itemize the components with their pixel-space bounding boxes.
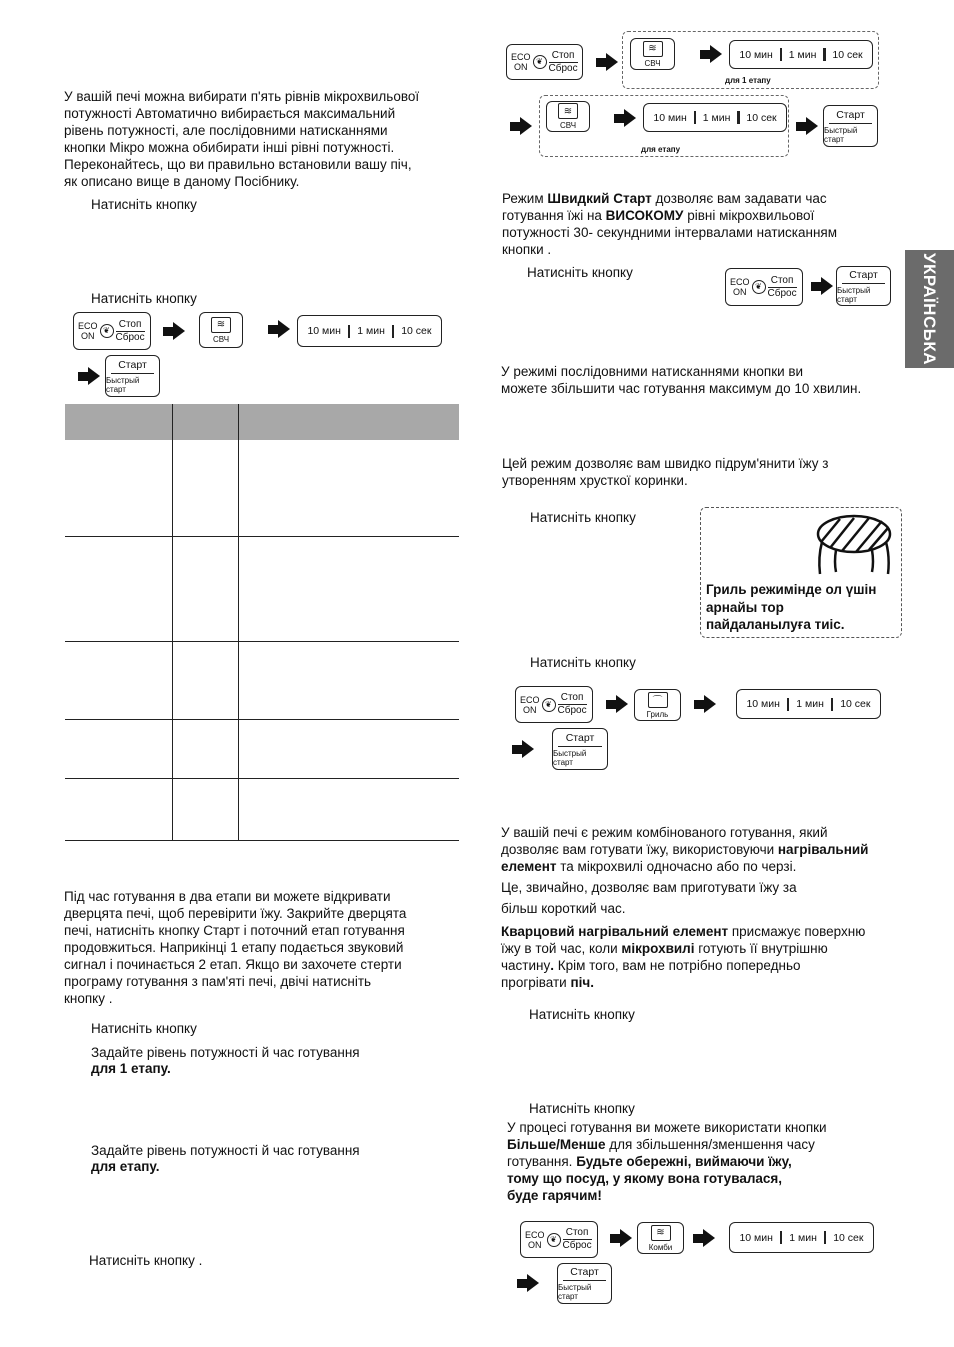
set-level-1-bold: для 1 етапу. <box>91 1061 171 1076</box>
time-buttons[interactable]: 10 мин 1 мин 10 сек <box>736 689 881 719</box>
press-button-label-combi-2: Натисніть кнопку <box>529 1101 635 1116</box>
micro-wave-icon: ≋ <box>211 317 231 333</box>
time-buttons[interactable]: 10 мин 1 мин 10 сек <box>297 315 442 347</box>
start-button[interactable]: Старт Быстрый старт <box>105 355 160 397</box>
time-buttons[interactable]: 10 мин 1 мин 10 сек <box>729 40 873 69</box>
micro-button[interactable]: ≋ СВЧ <box>630 38 675 70</box>
press-button-label-grill-1: Натисніть кнопку <box>530 510 636 525</box>
start-button[interactable]: Старт Быстрый старт <box>836 266 891 306</box>
intro-paragraph: У вашій печі можна вибирати п'ять рівнів мікрохвильової потужності Автоматично вибирається максимальний рівень потужності, але послідовними натисканнями кнопки Мікро можна обибирати інші рівні потужності. Переконайтесь, що ви правильно встановили вашу піч, як описано вище в даному Посібнику. <box>64 89 420 189</box>
press-button-label-combi-1: Натисніть кнопку <box>529 1007 635 1022</box>
eco-stop-button[interactable]: ECO ON ❦ Стоп Сброс <box>725 268 803 306</box>
grill-note-text: Гриль режимінде ол үшін арнайы тор пайдаланылуға тиіс. <box>706 582 877 632</box>
combi-paragraph-1: У вашій печі є режим комбінованого готування, який дозволяє вам готувати їжу, використовуючи нагрівальний елемент та мікрохвилі одночасно або по черзі. <box>501 825 869 874</box>
quick-start-paragraph: Режим Швидкий Старт дозволяє вам задавати час готування їжі на ВИСОКОМУ рівні мікрохвильової потужності 30- секундними інтервалами натисканням кнопки . <box>502 191 838 257</box>
eco-stop-button[interactable]: ECO ON ❦ Стоп Сброс <box>520 1221 598 1258</box>
set-level-2-text: Задайте рівень потужності й час готування <box>91 1143 360 1158</box>
press-button-label-1: Натисніть кнопку <box>91 197 197 212</box>
press-button-label-qs: Натисніть кнопку <box>527 265 633 280</box>
start-button[interactable]: Старт Быстрый старт <box>552 728 608 770</box>
press-button-label-grill-2: Натисніть кнопку <box>530 655 636 670</box>
press-button-label-3: Натисніть кнопку <box>91 1021 197 1036</box>
grill-icon: ⌒ <box>648 692 668 708</box>
leaf-icon: ❦ <box>752 280 766 294</box>
combi-paragraph-3: більш короткий час. <box>501 901 626 916</box>
grill-intro-paragraph: Цей режим дозволяє вам швидко підрум'янити їжу з утворенням хрусткої коринки. <box>502 456 829 488</box>
leaf-icon: ❦ <box>100 324 114 338</box>
combi-more-paragraph: У процесі готування ви можете використати кнопки Більше/Менше для збільшення/зменшення часу готування. Будьте обережні, виймаючи їжу, тому що посуд, у якому вона готувалася, буде гарячим! <box>507 1120 827 1203</box>
quick-start-mode-paragraph: У режимі послідовними натисканнями кнопки ви можете збільшити час готування максимум до 10 хвилин. <box>501 364 862 396</box>
time-buttons[interactable]: 10 мин 1 мин 10 сек <box>729 1222 874 1253</box>
combi-icon: ≋ <box>651 1225 671 1241</box>
press-button-label-2: Натисніть кнопку <box>91 291 197 306</box>
leaf-icon: ❦ <box>547 1233 561 1247</box>
set-level-2-bold: для етапу. <box>91 1159 160 1174</box>
micro-wave-icon: ≋ <box>643 41 663 57</box>
start-button[interactable]: Старт Быстрый старт <box>823 105 878 147</box>
language-side-tab <box>905 250 954 368</box>
eco-stop-button[interactable]: ECO ON ❦ Стоп Сброс <box>506 44 583 80</box>
micro-wave-icon: ≋ <box>558 103 578 119</box>
combi-button[interactable]: ≋ Комби <box>637 1222 684 1254</box>
start-button[interactable]: Старт Быстрый старт <box>557 1263 612 1304</box>
combi-paragraph-2: Це, звичайно, дозволяє вам приготувати їжу за <box>501 880 797 895</box>
eco-stop-button[interactable]: ECO ON ❦ Стоп Сброс <box>515 686 593 723</box>
time-buttons[interactable]: 10 мин 1 мин 10 сек <box>643 103 787 132</box>
set-level-1-text: Задайте рівень потужності й час готування <box>91 1045 360 1060</box>
grill-button[interactable]: ⌒ Гриль <box>634 689 681 721</box>
grill-rack-icon <box>812 512 896 582</box>
press-button-label-4: Натисніть кнопку . <box>89 1253 203 1268</box>
stage2-label: для етапу <box>641 145 681 154</box>
language-label: УКРАЇНСЬКА <box>920 252 940 366</box>
stage1-label: для 1 етапу <box>725 76 771 85</box>
table-header <box>65 404 459 440</box>
leaf-icon: ❦ <box>542 698 556 712</box>
eco-stop-button[interactable]: ECO ON ❦ Стоп Сброс <box>73 312 151 350</box>
two-stage-paragraph: Під час готування в два етапи ви можете відкривати дверцята печі, щоб перевірити їжу. Закрийте дверцята печі, натисніть кнопку Старт і поточний етап готування продовжиться. Наприкінці 1 етапу подається звуковий сигнал і починається 2 етап. Якщо ви захочете стерти програму готування з пам'яті печі, двічі натисніть кнопку . <box>64 889 407 1006</box>
leaf-icon: ❦ <box>533 55 547 69</box>
combi-paragraph-4: Кварцовий нагрівальний елемент присмажує поверхню їжу в той час, коли мікрохвилі готують її внутрішню частину. Крім того, вам не потрібно попередньо прогрівати піч. <box>501 924 866 990</box>
micro-button[interactable]: ≋ СВЧ <box>546 101 590 132</box>
micro-button[interactable]: ≋ СВЧ <box>199 312 243 348</box>
